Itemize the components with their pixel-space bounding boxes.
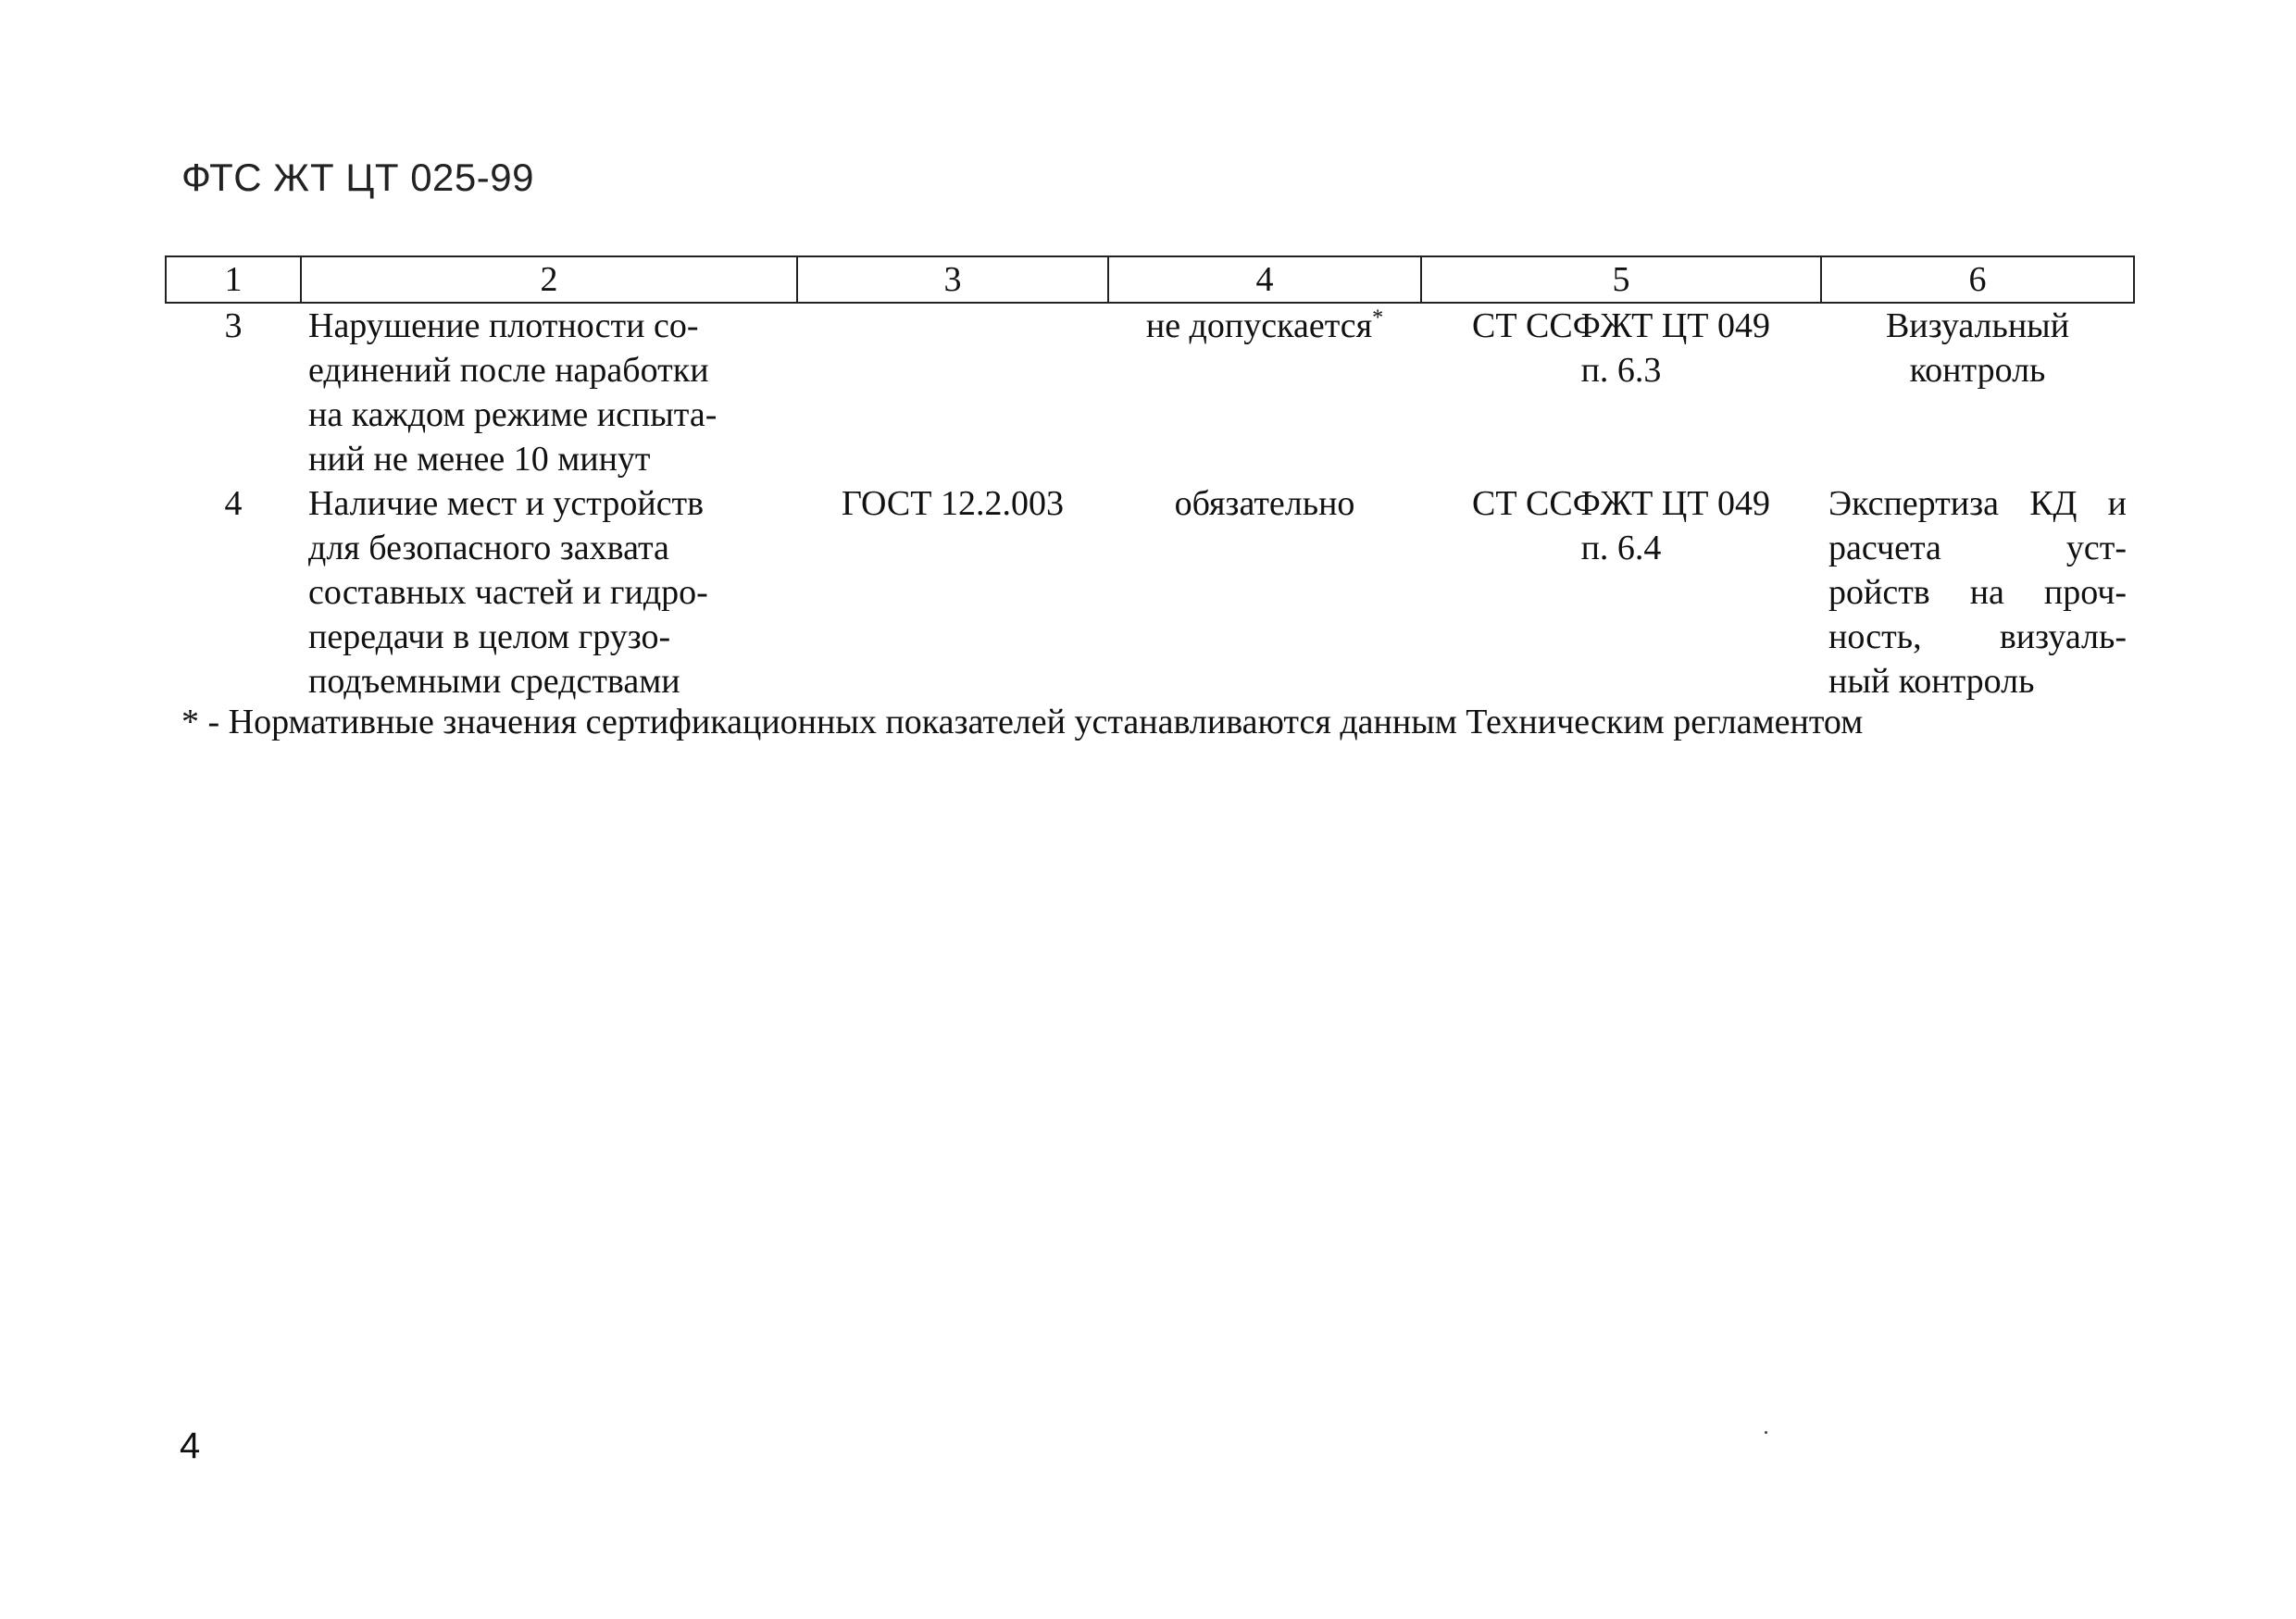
control-method-line: ность, визуаль- [1828,617,2127,656]
indicator-name-line: для безопасного захвата [308,529,669,567]
page-number: 4 [180,1426,201,1466]
normative-value-text: не допускается [1145,306,1373,345]
specification-table-container [165,255,2133,704]
table-row [166,481,2134,704]
normative-document: ГОСТ 12.2.003 [842,484,1064,523]
row-number: 3 [224,306,243,345]
test-method-line: п. 6.3 [1580,351,1662,390]
test-method [1421,481,1821,704]
indicator-name-line: составных частей и гидро- [308,573,708,612]
column-number-5: 5 [1421,256,1821,303]
column-number-row [166,256,2134,303]
normative-value [1108,303,1421,481]
control-method-line: ный контроль [1828,662,2035,701]
control-method-line: контроль [1909,351,2046,390]
scan-speck [1765,1431,1767,1434]
column-number-1: 1 [166,256,301,303]
indicator-name-line: подъемными средствами [308,662,680,701]
indicator-name-line: на каждом режиме испыта- [308,395,718,434]
specification-table [165,255,2135,704]
normative-value: обязательно [1174,484,1355,523]
column-number-4: 4 [1108,256,1421,303]
footnote-mark: * [1372,305,1384,330]
indicator-name-line: Наличие мест и устройств [308,484,705,523]
control-method-line: ройств на проч- [1828,573,2127,612]
control-method [1821,481,2134,704]
control-method-line: расчета уст- [1828,529,2127,567]
indicator-name [301,481,797,704]
indicator-name [301,303,797,481]
control-method [1821,303,2134,481]
indicator-name-line: передачи в целом грузо- [308,617,671,656]
footnote: * - Нормативные значения сертификационных показателей устанавливаются данным Техническим регламентом [181,703,1864,741]
test-method-line: СТ ССФЖТ ЦТ 049 [1471,306,1771,345]
document-code-header: ФТС ЖТ ЦТ 025-99 [181,156,534,199]
column-number-2: 2 [301,256,797,303]
column-number-3: 3 [797,256,1108,303]
row-number: 4 [224,484,243,523]
test-method-line: СТ ССФЖТ ЦТ 049 [1471,484,1771,523]
test-method [1421,303,1821,481]
indicator-name-line: ний не менее 10 минут [308,440,651,479]
indicator-name-line: Нарушение плотности со- [308,306,699,345]
test-method-line: п. 6.4 [1580,529,1662,567]
control-method-line: Визуальный [1885,306,2070,345]
normative-document [797,303,1108,481]
table-row [166,303,2134,481]
indicator-name-line: единений после наработки [308,351,709,390]
control-method-line: Экспертиза КД и [1828,484,2127,523]
column-number-6: 6 [1821,256,2134,303]
